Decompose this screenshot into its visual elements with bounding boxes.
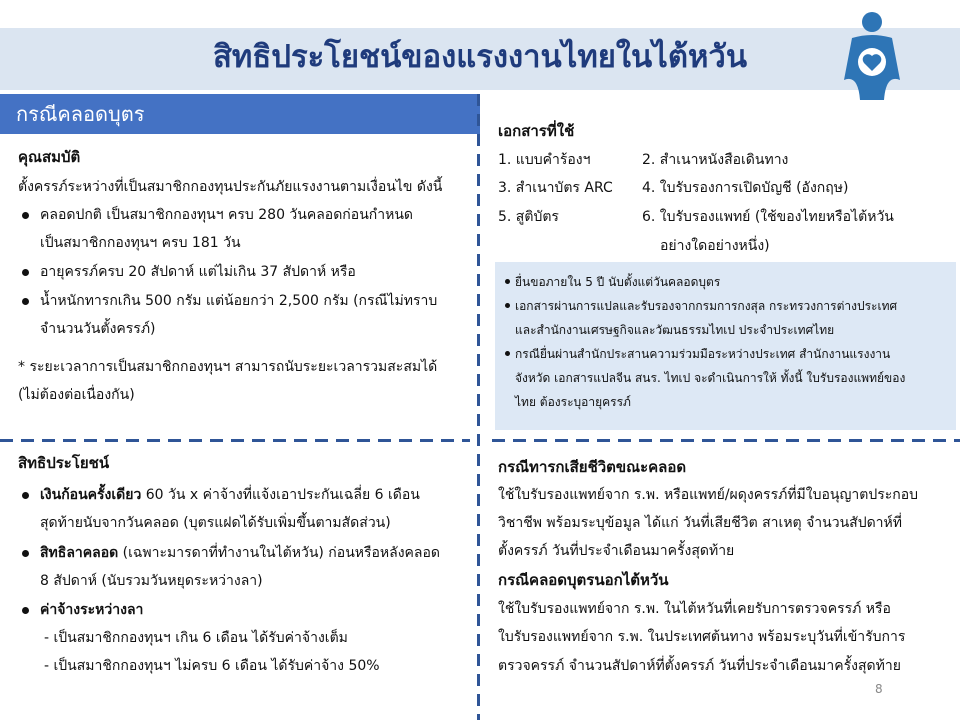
benefit-maternity-leave-line-2: 8 สัปดาห์ (นับรวมวันหยุดระหว่างลา): [40, 573, 263, 589]
benefit-maternity-leave-text: (เฉพาะมารดาที่ทำงานในไต้หวัน) ก่อนหรือหลังคลอด: [118, 545, 441, 561]
qualification-item-1-line-1: คลอดปกติ เป็นสมาชิกกองทุนฯ ครบ 280 วันคลอดก่อนกำหนด: [40, 207, 413, 223]
bullet-icon: [22, 550, 29, 557]
horizontal-divider-right: [492, 439, 960, 442]
benefit-lump-sum: [40, 484, 420, 506]
documents-note-2-line-2: และสำนักงานเศรษฐกิจและวัฒนธรรมไทเป ประจำประเทศไทย: [515, 323, 835, 337]
document-6-continued: อย่างใดอย่างหนึ่ง): [660, 238, 770, 254]
qualification-item-1-line-2: เป็นสมาชิกกองทุนฯ ครบ 181 วัน: [40, 235, 241, 251]
qualification-note-line-1: * ระยะเวลาการเป็นสมาชิกกองทุนฯ สามารถนับระยะเวลารวมสะสมได้: [18, 359, 438, 375]
bullet-icon: [22, 269, 29, 276]
qualification-heading: คุณสมบัติ: [18, 148, 81, 166]
document-3: 3. สำเนาบัตร ARC: [498, 180, 613, 196]
documents-note-2-line-1: เอกสารผ่านการแปลและรับรองจากกรมการกงสุล กระทรวงการต่างประเทศ: [515, 299, 898, 313]
bullet-icon: [22, 607, 29, 614]
bullet-icon: [22, 298, 29, 305]
qualification-item-3-line-2: จำนวนวันตั้งครรภ์): [40, 321, 156, 337]
benefit-maternity-leave-label: สิทธิลาคลอด: [40, 545, 119, 561]
bullet-icon: [505, 351, 510, 356]
qualification-item-2: อายุครรภ์ครบ 20 สัปดาห์ แต่ไม่เกิน 37 สัปดาห์ หรือ: [40, 264, 356, 280]
abroad-line-3: ตรวจครรภ์ จำนวนสัปดาห์ที่ตั้งครรภ์ วันที่ประจำเดือนมาครั้งสุดท้าย: [498, 658, 901, 674]
qualification-note-line-2: (ไม่ต้องต่อเนื่องกัน): [18, 387, 135, 403]
qualification-intro: ตั้งครรภ์ระหว่างที่เป็นสมาชิกกองทุนประกันภัยแรงงานตามเงื่อนไข ดังนี้: [18, 179, 443, 195]
abroad-line-2: ใบรับรองแพทย์จาก ร.พ. ในประเทศต้นทาง พร้อมระบุวันที่เข้ารับการ: [498, 629, 906, 645]
bullet-icon: [505, 279, 510, 284]
benefit-maternity-leave: [40, 542, 440, 564]
bullet-icon: [22, 212, 29, 219]
documents-note-1: ยื่นขอภายใน 5 ปี นับตั้งแต่วันคลอดบุตร: [515, 275, 721, 289]
documents-note-3-line-1: กรณียื่นผ่านสำนักประสานความร่วมมือระหว่างประเทศ สำนักงานแรงงาน: [515, 347, 891, 361]
mother-heart-icon: [838, 8, 906, 108]
stillbirth-line-1: ใช้ใบรับรองแพทย์จาก ร.พ. หรือแพทย์/ผดุงครรภ์ที่มีใบอนุญาตประกอบ: [498, 487, 919, 503]
stillbirth-heading: กรณีทารกเสียชีวิตขณะคลอด: [498, 458, 687, 476]
horizontal-divider-left: [0, 439, 470, 442]
benefit-leave-pay-label: ค่าจ้างระหว่างลา: [40, 602, 144, 618]
bullet-icon: [22, 492, 29, 499]
benefit-lump-sum-text: 60 วัน x ค่าจ้างที่แจ้งเอาประกันเฉลี่ย 6 เดือน: [141, 487, 420, 503]
document-4: 4. ใบรับรองการเปิดบัญชี (อังกฤษ): [642, 180, 849, 196]
document-6: 6. ใบรับรองแพทย์ (ใช้ของไทยหรือไต้หวัน: [642, 209, 894, 225]
documents-note-3-line-3: ไทย ต้องระบุอายุครรภ์: [515, 395, 631, 409]
stillbirth-line-2: วิชาชีพ พร้อมระบุข้อมูล ได้แก่ วันที่เสียชีวิต สาเหตุ จำนวนสัปดาห์ที่: [498, 515, 903, 531]
benefit-lump-sum-line-2: สุดท้ายนับจากวันคลอด (บุตรแฝดได้รับเพิ่มขึ้นตามสัดส่วน): [40, 515, 391, 531]
abroad-heading: กรณีคลอดบุตรนอกไต้หวัน: [498, 571, 669, 589]
document-5: 5. สูติบัตร: [498, 209, 559, 225]
benefits-heading: สิทธิประโยชน์: [18, 454, 110, 472]
document-1: 1. แบบคำร้องฯ: [498, 152, 591, 168]
benefit-lump-sum-label: เงินก้อนครั้งเดียว: [40, 487, 142, 503]
page-title: สิทธิประโยชน์ของแรงงานไทยในไต้หวัน: [212, 39, 748, 75]
stillbirth-line-3: ตั้งครรภ์ วันที่ประจำเดือนมาครั้งสุดท้าย: [498, 543, 735, 559]
document-2: 2. สำเนาหนังสือเดินทาง: [642, 152, 789, 168]
page-number: 8: [875, 682, 883, 696]
benefit-leave-pay-sub-2: - เป็นสมาชิกกองทุนฯ ไม่ครบ 6 เดือน ได้รับค่าจ้าง 50%: [44, 658, 380, 674]
benefit-leave-pay-sub-1: - เป็นสมาชิกกองทุนฯ เกิน 6 เดือน ได้รับค่าจ้างเต็ม: [44, 630, 348, 646]
bullet-icon: [505, 303, 510, 308]
vertical-divider: [477, 94, 480, 720]
documents-note-3-line-2: จังหวัด เอกสารแปลจีน สนร. ไทเป จะดำเนินการให้ ทั้งนี้ ใบรับรองแพทย์ของ: [515, 371, 906, 385]
abroad-line-1: ใช้ใบรับรองแพทย์จาก ร.พ. ในไต้หวันที่เคยรับการตรวจครรภ์ หรือ: [498, 601, 891, 617]
case-title: กรณีคลอดบุตร: [16, 102, 145, 126]
documents-heading: เอกสารที่ใช้: [498, 122, 575, 140]
qualification-item-3-line-1: น้ำหนักทารกเกิน 500 กรัม แต่น้อยกว่า 2,500 กรัม (กรณีไม่ทราบ: [40, 293, 438, 309]
